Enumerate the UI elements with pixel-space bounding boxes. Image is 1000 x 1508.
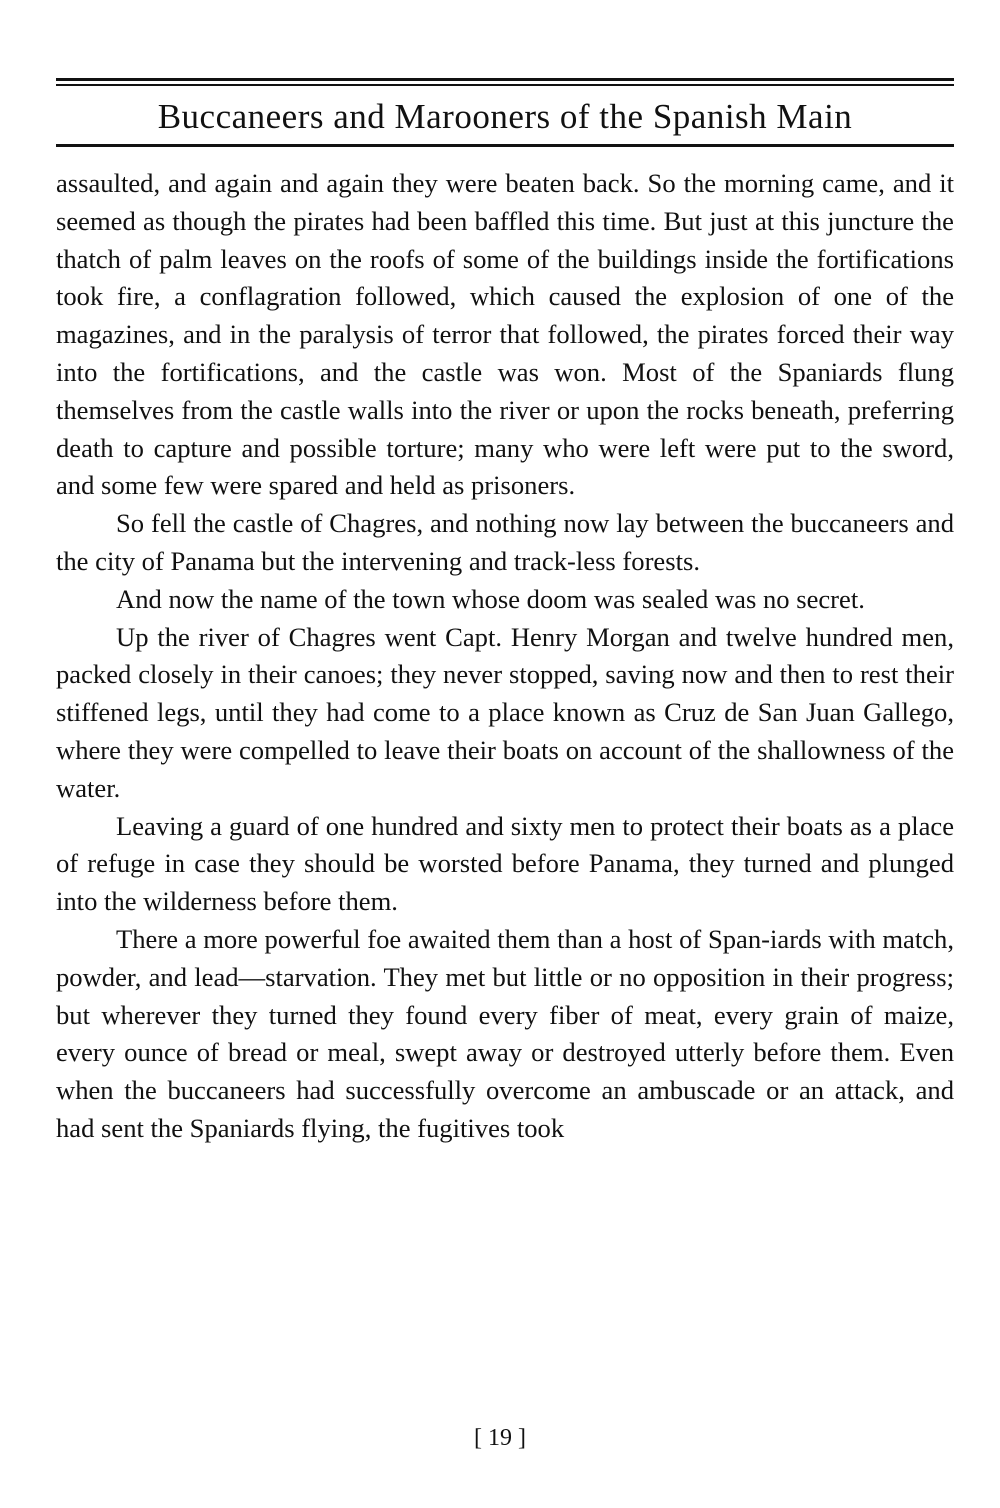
- header-rule-thin: [56, 84, 954, 86]
- paragraph-3: And now the name of the town whose doom was sealed was no secret.: [116, 583, 865, 614]
- paragraph-2: So fell the castle of Chagres, and nothing now lay between the buccaneers and the city of Panama but the intervening and track-less forests.: [56, 508, 954, 576]
- body-text: [56, 165, 954, 1148]
- paragraph-5: Leaving a guard of one hundred and sixty men to protect their boats as a place of refuge in case they should be worsted before Panama, they turned and plunged into the wilderness before them.: [56, 810, 954, 917]
- paragraph-6: There a more powerful foe awaited them than a host of Span-iards with match, powder, and lead—starvation. They met but little or no opposition in their progress; but wherever they turned they found every fiber of meat, every grain of maize, every ounce of bread or meal, swept away or destroyed utterly before them. Even when the buccaneers had successfully overcome an ambuscade or an attack, and had sent the Spaniards flying, the fugitives took: [56, 923, 954, 1143]
- header-rule-bottom: [56, 144, 954, 147]
- book-page: [56, 78, 954, 1148]
- page-number: [ 19 ]: [474, 1425, 526, 1451]
- running-title: Buccaneers and Marooners of the Spanish Main: [157, 97, 853, 136]
- paragraph-1: assaulted, and again and again they were beaten back. So the morning came, and it seemed as though the pirates had been baffled this time. But just at this juncture the thatch of palm leaves on the roofs of some of the buildings inside the fortifications took fire, a conflagration followed, which caused the explosion of one of the magazines, and in the paralysis of terror that followed, the pirates forced their way into the fortifications, and the castle was won. Most of the Spaniards flung themselves from the castle walls into the river or upon the rocks beneath, preferring death to capture and possible torture; many who were left were put to the sword, and some few were spared and held as prisoners.: [56, 168, 954, 501]
- header-rule-thick: [56, 78, 954, 81]
- paragraph-4: Up the river of Chagres went Capt. Henry Morgan and twelve hundred men, packed closely in their canoes; they never stopped, saving now and then to rest their stiffened legs, until they had come to a place known as Cruz de San Juan Gallego, where they were compelled to leave their boats on account of the shallowness of the water.: [56, 621, 954, 803]
